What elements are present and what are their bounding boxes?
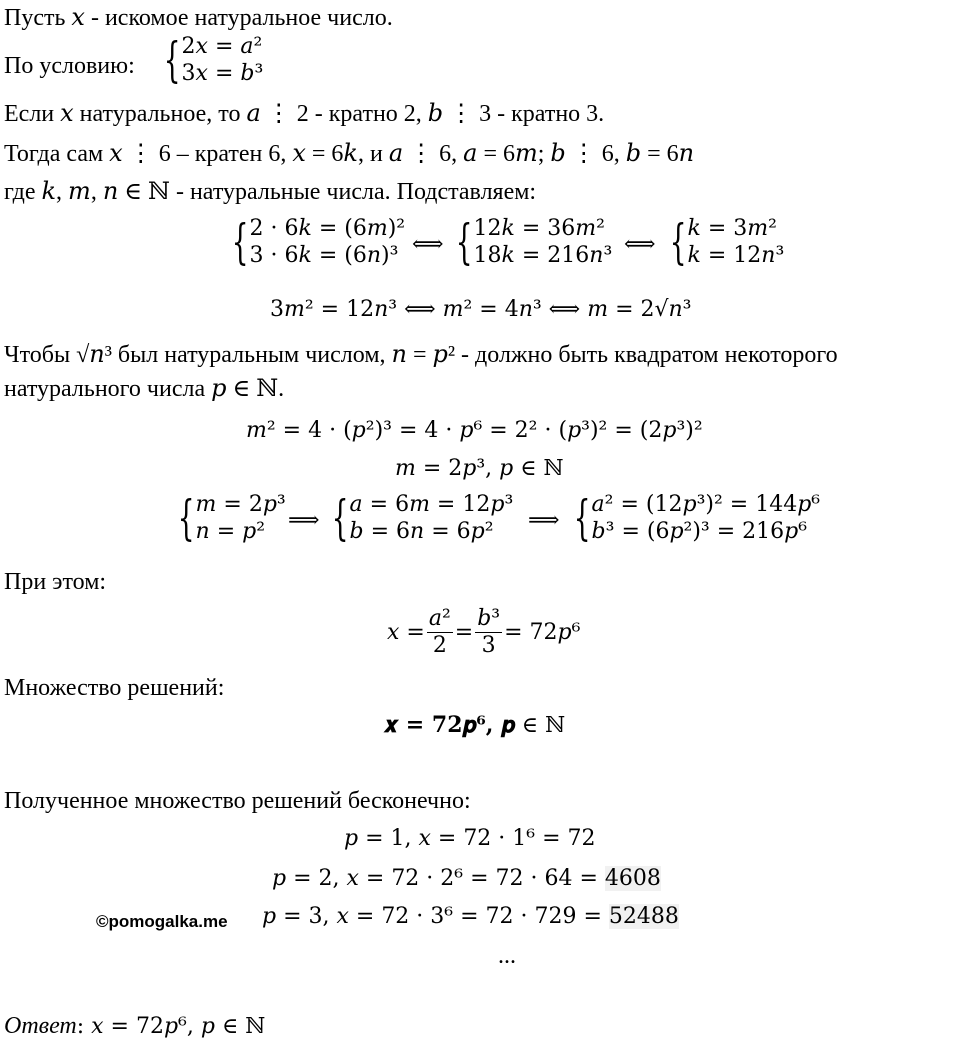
answer-line bbox=[4, 1014, 265, 1038]
x-equals: 𝑥 = bbox=[387, 619, 425, 645]
system-line: 𝑚 = 2𝑝³ bbox=[195, 492, 286, 517]
then-line: Тогда сам 𝑥 ⋮ 6 – кратен 6, 𝑥 = 6𝑘, и 𝑎 ⋮ 6, 𝑎 = 6𝑚; 𝑏 ⋮ 6, 𝑏 = 6𝑛 bbox=[4, 141, 695, 167]
fraction-numerator: 𝑏³ bbox=[477, 606, 501, 631]
solution-tail: ∈ ℕ bbox=[514, 713, 566, 738]
system-line: 2𝑥 = 𝑎² bbox=[181, 34, 263, 59]
example-p3-value: 52488 bbox=[608, 904, 679, 929]
answer-label: Ответ bbox=[4, 1013, 77, 1039]
condition-label: По условию: bbox=[4, 53, 135, 79]
infinite-set-line: Полученное множество решений бесконечно: bbox=[4, 788, 471, 814]
brace-icon: { bbox=[231, 214, 249, 270]
example-p2-value: 4608 bbox=[604, 866, 661, 891]
natural-p-line: натурального числа 𝑝 ∈ ℕ. bbox=[4, 376, 285, 402]
system-line: 3 · 6𝑘 = (6𝑛)³ bbox=[249, 243, 399, 268]
implies-symbol: ⟹ bbox=[288, 508, 320, 533]
fraction-denominator: 2 bbox=[432, 633, 447, 658]
equation-m-squared: 𝑚² = 4 · (𝑝²)³ = 4 · 𝑝⁶ = 2² · (𝑝³)² = (2𝑝³)² bbox=[246, 418, 703, 443]
where-line: где 𝑘, 𝑚, 𝑛 ∈ ℕ - натуральные числа. Подставляем: bbox=[4, 179, 537, 205]
example-p1: 𝑝 = 1, 𝑥 = 72 · 1⁶ = 72 bbox=[344, 826, 596, 851]
solution-set bbox=[384, 714, 565, 737]
brace-icon: { bbox=[669, 214, 687, 270]
example-p2-main: 𝑝 = 2, 𝑥 = 72 · 2⁶ = 72 · 64 = bbox=[272, 866, 605, 891]
example-p3 bbox=[262, 906, 679, 928]
fraction-numerator: 𝑎² bbox=[428, 606, 451, 631]
brace-icon: { bbox=[163, 32, 181, 88]
system-line: 𝑏³ = (6𝑝²)³ = 216𝑝⁶ bbox=[591, 519, 808, 544]
substitution-system-3 bbox=[656, 215, 784, 269]
equivalence-symbol: ⟺ bbox=[412, 232, 444, 257]
system-line: 𝑘 = 3𝑚² bbox=[687, 216, 777, 241]
system-m-n bbox=[164, 491, 286, 545]
x-result: = 72𝑝⁶ bbox=[504, 619, 581, 645]
system-line: 2 · 6𝑘 = (6𝑚)² bbox=[249, 216, 406, 241]
implies-symbol: ⟹ bbox=[528, 508, 560, 533]
system-a-b bbox=[318, 491, 513, 545]
solution-set-label: Множество решений: bbox=[4, 675, 225, 701]
divisibility-line: Если 𝑥 натуральное, то 𝑎 ⋮ 2 - кратно 2, 𝑏 ⋮ 3 - кратно 3. bbox=[4, 101, 605, 127]
equals-sign: = bbox=[454, 619, 474, 645]
example-p3-main: 𝑝 = 3, 𝑥 = 72 · 3⁶ = 72 · 729 = bbox=[262, 904, 609, 929]
system-line: 𝑎² = (12𝑝³)² = 144𝑝⁶ bbox=[591, 492, 821, 517]
system-powers bbox=[560, 491, 820, 545]
solution-bold: 𝒙 = 𝟕𝟐𝒑⁶, 𝒑 bbox=[384, 712, 515, 738]
brace-icon: { bbox=[573, 490, 591, 546]
intro-line: Пусть 𝑥 - искомое натуральное число. bbox=[4, 5, 393, 31]
substitution-system-2 bbox=[442, 215, 612, 269]
sqrt-condition-line: Чтобы √𝑛³ был натуральным числом, 𝑛 = 𝑝² - должно быть квадратом некоторого bbox=[4, 342, 838, 368]
fraction-denominator: 3 bbox=[481, 633, 496, 658]
system-line: 𝑛 = 𝑝² bbox=[195, 519, 266, 544]
system-line: 18𝑘 = 216𝑛³ bbox=[473, 243, 613, 268]
substitution-system-1 bbox=[218, 215, 405, 269]
fraction-a bbox=[427, 608, 453, 657]
condition-system bbox=[150, 33, 263, 87]
example-p2 bbox=[272, 868, 661, 890]
x-formula bbox=[387, 608, 580, 657]
brace-icon: { bbox=[177, 490, 195, 546]
ellipsis: ... bbox=[498, 943, 516, 969]
meanwhile-line: При этом: bbox=[4, 569, 107, 595]
system-line: 𝑎 = 6𝑚 = 12𝑝³ bbox=[349, 492, 514, 517]
system-line: 3𝑥 = 𝑏³ bbox=[181, 61, 264, 86]
watermark: ©pomogalka.me bbox=[96, 912, 228, 931]
equation-m-p: 𝑚 = 2𝑝³, 𝑝 ∈ ℕ bbox=[395, 456, 564, 481]
system-line: 𝑏 = 6𝑛 = 6𝑝² bbox=[349, 519, 494, 544]
brace-icon: { bbox=[455, 214, 473, 270]
answer-text: : 𝑥 = 72𝑝⁶, 𝑝 ∈ ℕ bbox=[76, 1014, 266, 1039]
equation-m: 3𝑚² = 12𝑛³ ⟺ 𝑚² = 4𝑛³ ⟺ 𝑚 = 2√𝑛³ bbox=[270, 297, 692, 322]
fraction-b bbox=[475, 608, 502, 657]
brace-icon: { bbox=[331, 490, 349, 546]
system-line: 𝑘 = 12𝑛³ bbox=[687, 243, 785, 268]
equivalence-symbol: ⟺ bbox=[624, 232, 656, 257]
system-line: 12𝑘 = 36𝑚² bbox=[473, 216, 605, 241]
